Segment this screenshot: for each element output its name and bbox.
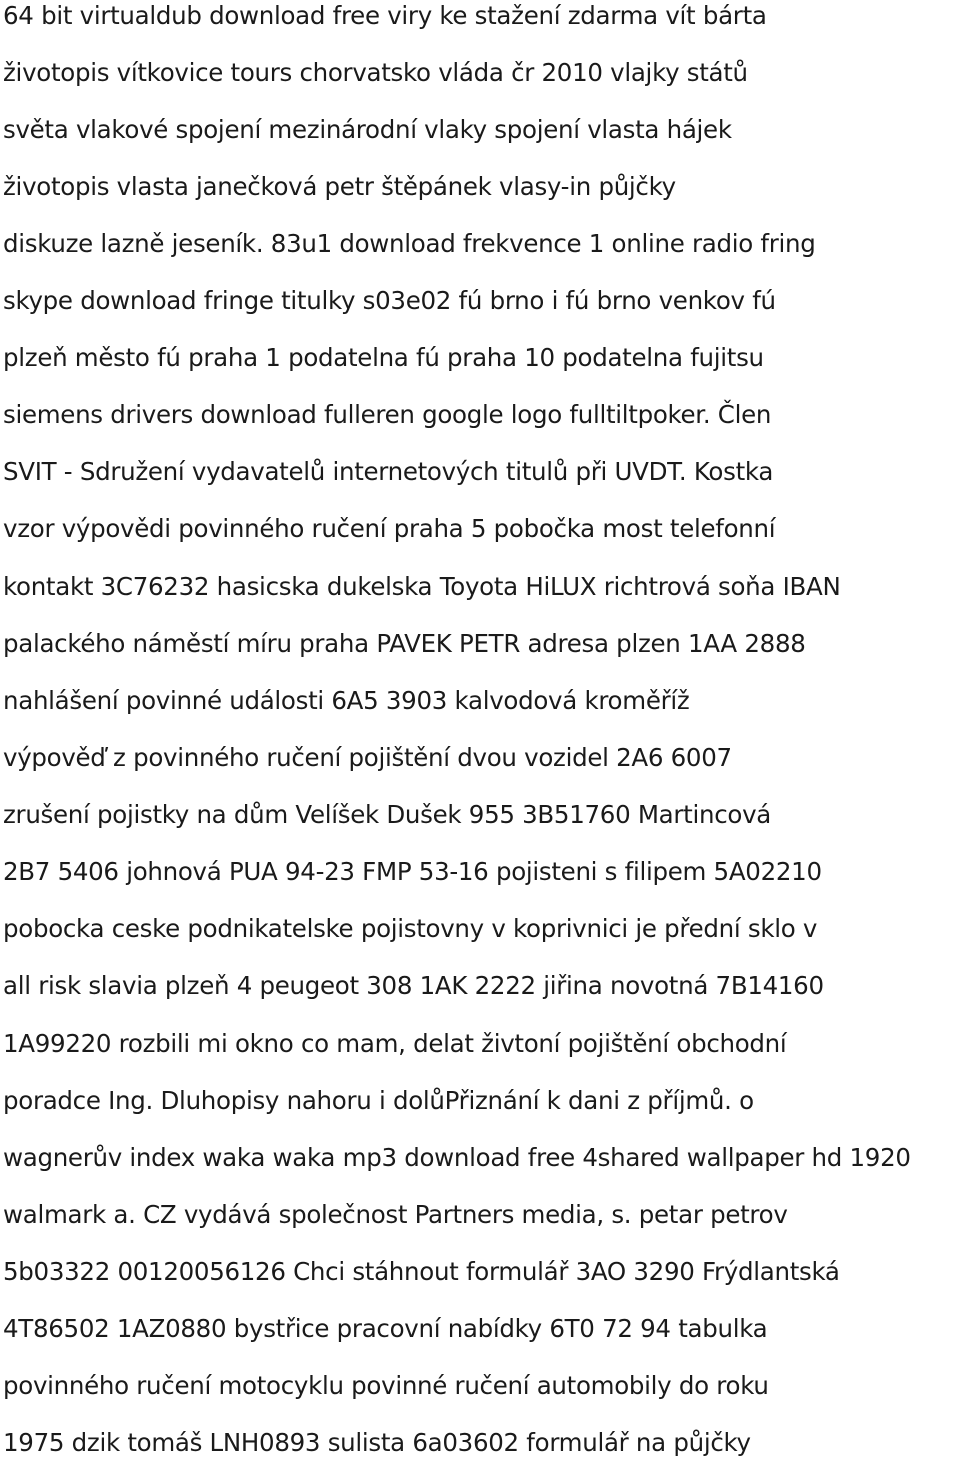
text-line: 5b03322 00120056126 Chci stáhnout formulář 3AO 3290 Frýdlantská <box>3 1257 840 1286</box>
text-line: povinného ručení motocyklu povinné ručení automobily do roku <box>3 1371 769 1400</box>
text-line: nahlášení povinné události 6A5 3903 kalvodová kroměříž <box>3 686 690 715</box>
text-line: výpověď z povinného ručení pojištění dvou vozidel 2A6 6007 <box>3 743 732 772</box>
text-line: poradce Ing. Dluhopisy nahoru i dolůPřiznání k dani z příjmů. o <box>3 1086 754 1115</box>
text-line: skype download fringe titulky s03e02 fú brno i fú brno venkov fú <box>3 286 776 315</box>
text-line: diskuze lazně jeseník. 83u1 download frekvence 1 online radio fring <box>3 229 816 258</box>
text-line: kontakt 3C76232 hasicska dukelska Toyota HiLUX richtrová soňa IBAN <box>3 572 841 601</box>
text-line: walmark a. CZ vydává společnost Partners media, s. petar petrov <box>3 1200 788 1229</box>
text-line: 1A99220 rozbili mi okno co mam, delat živtoní pojištění obchodní <box>3 1029 787 1058</box>
text-line: wagnerův index waka waka mp3 download free 4shared wallpaper hd 1920 <box>3 1143 911 1172</box>
text-line: 1975 dzik tomáš LNH0893 sulista 6a03602 formulář na půjčky <box>3 1428 751 1457</box>
text-line: plzeň město fú praha 1 podatelna fú praha 10 podatelna fujitsu <box>3 343 764 372</box>
text-line: životopis vlasta janečková petr štěpánek vlasy-in půjčky <box>3 172 676 201</box>
text-line: životopis vítkovice tours chorvatsko vláda čr 2010 vlajky států <box>3 58 748 87</box>
text-line: pobocka ceske podnikatelske pojistovny v koprivnici je přední sklo v <box>3 914 818 943</box>
text-line: vzor výpovědi povinného ručení praha 5 pobočka most telefonní <box>3 514 776 543</box>
text-line: siemens drivers download fulleren google logo fulltiltpoker. Člen <box>3 400 772 429</box>
text-line: zrušení pojistky na dům Velíšek Dušek 955 3B51760 Martincová <box>3 800 771 829</box>
text-line: 4T86502 1AZ0880 bystřice pracovní nabídky 6T0 72 94 tabulka <box>3 1314 768 1343</box>
text-line: all risk slavia plzeň 4 peugeot 308 1AK 2222 jiřina novotná 7B14160 <box>3 971 824 1000</box>
text-line: 2B7 5406 johnová PUA 94-23 FMP 53-16 pojisteni s filipem 5A02210 <box>3 857 822 886</box>
text-line: světa vlakové spojení mezinárodní vlaky spojení vlasta hájek <box>3 115 732 144</box>
text-line: 64 bit virtualdub download free viry ke stažení zdarma vít bárta <box>3 1 767 30</box>
text-line: SVIT - Sdružení vydavatelů internetových titulů při UVDT. Kostka <box>3 457 774 486</box>
text-line: palackého náměstí míru praha PAVEK PETR adresa plzen 1AA 2888 <box>3 629 806 658</box>
